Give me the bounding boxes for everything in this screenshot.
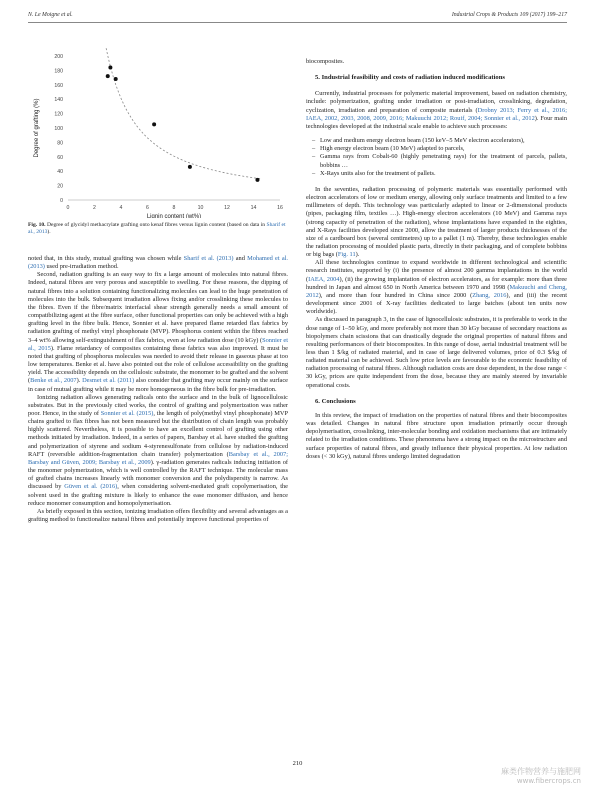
citation-link[interactable]: Makuuchi and Cheng, 2012 xyxy=(306,283,567,299)
x-tick-label: 8 xyxy=(172,205,176,211)
right-para-1: Currently, industrial processes for polymeric material improvement, based on radiation chemistry, include: polymerization, grafting under irradiation or post-irradiation, crosslinking, degradation, cyclization, irradiation and preparation of composite materials (Drobny 2013; Ferry et al., 2016; IAEA, 2002, 2003, 2008, 2009, 2016; Makuuchi 2012; Rouif, 2004; Sonnier et al., 2012). Four main technologies developed at the industrial scale enable to achieve such processes: xyxy=(306,90,567,130)
citation-link[interactable]: Mohamed et al. (2013) xyxy=(28,255,288,271)
figure-caption xyxy=(28,222,288,236)
left-para-4: As briefly exposed in this section, ionizing irradiation offers flexibility and several advantages as a grafting method to functionalize natural fibres and potentially improve functional properties of xyxy=(28,507,288,523)
y-tick-label: 40 xyxy=(57,169,63,176)
y-tick-label: 100 xyxy=(54,126,63,132)
x-tick-label: 6 xyxy=(146,205,149,211)
y-tick-label: 0 xyxy=(60,198,63,204)
x-tick-label: 0 xyxy=(66,205,70,211)
figure-10-chart xyxy=(28,48,290,218)
data-point xyxy=(188,165,192,169)
y-tick-label: 60 xyxy=(57,154,63,161)
citation-link[interactable]: Drobny 2013; Ferry et al., 2016; IAEA, 2002, 2003, 2008, 2009, 2016; Makuuchi 2012; Rouif, 2004; Sonnier et al., 2012 xyxy=(306,106,567,122)
list-item: – Low and medium energy electron beam (150 keV–5 MeV electron accelerators), xyxy=(320,137,567,145)
header-rule xyxy=(28,22,567,23)
caption-citation-link[interactable]: Sharif et al., 2013 xyxy=(28,222,286,235)
right-para-4: As discussed in paragraph 3, in the case of lignocellulosic substrates, it is preferable to work in the dose range of 1–50 kGy, and more preferably not more than 30 kGy because of secondary reactions as biopolymers chain scissions that can drastically degrade the original properties of natural fibres and resulting performances of their biocomposites. In this range of dose, aerial industrial treatment will be less than 1 $/kg of radiated material, and in case of large delivered volumes, price of 0.3 $/kg of radiated material can be achieved. Such low price levels are favourable to the economic feasibility of radiation processing of natural fibres. Although radiation costs are dose dependent, in the dose range < 30 kGy, prices are quite independent from the dose, because they are mainly steered by invariable operational costs. xyxy=(306,316,567,389)
section-5-heading: 5. Industrial feasibility and costs of radiation induced modifications xyxy=(315,74,505,82)
citation-link[interactable]: Sonnier et al., 2015 xyxy=(28,336,288,352)
watermark-title: 麻类作物营养与施肥网 xyxy=(501,767,581,776)
data-point xyxy=(152,122,156,126)
citation-link[interactable]: Barsbay et al., 2007; Barsbay and Güven, 2009; Barsbay et al., 2009 xyxy=(28,450,288,466)
citation-link[interactable]: Sonnier et al. (2015) xyxy=(100,409,154,417)
y-tick-label: 80 xyxy=(57,140,63,147)
left-para-3: Ionizing radiation allows generating radicals onto the surface and in the bulk of lignocellulosic substrates. But in the previously cited works, the control of grafting and polymerization was rather poor. Hence, in the study of Sonnier et al. (2015), the length of poly(methyl vinyl phosphonate) MVP chains grafted to flax fibres has not been measured but the distribution of chain length was probably highly scattered. Nevertheless, it is possible to have an excellent control of grafting using other methods initiated by irradiation. Indeed, in a series of papers, Barsbay et al. have studied the grafting and polymerization of styrene and sodium 4-styrenesulfonate from cellulose by radiation-induced RAFT (reversible addition-fragmentation chain transfer) polymerization (Barsbay et al., 2007; Barsbay and Güven, 2009; Barsbay et al., 2009). γ-radiation generates radicals inducing initiation of the monomer polymerization, which is well controlled by the RAFT technique. The molecular mass of grafted chains increases linearly with monomer conversion and the polydispersity is narrow. As discussed by Güven et al. (2016), when considering solvent-mediated graft copolymerisation, the solvent used in the grafting mixture is likely to enhance the ease monomer diffusion, and hence reduce monomer consumption and homopolymerisation. xyxy=(28,393,288,507)
data-point xyxy=(106,74,110,78)
x-tick-labels xyxy=(67,205,283,211)
data-point xyxy=(108,66,112,70)
x-tick-label: 2 xyxy=(93,205,96,211)
citation-link[interactable]: Sharif et al. (2013) xyxy=(183,255,234,262)
list-item: – High energy electron beam (10 MeV) adapted to parcels, xyxy=(320,145,567,153)
x-tick-label: 12 xyxy=(224,205,230,211)
technology-list xyxy=(306,137,567,178)
trend-line xyxy=(103,48,262,179)
x-tick-label: 4 xyxy=(119,205,123,211)
watermark-url: www.fibercrops.cn xyxy=(516,777,581,785)
caption-end: ). xyxy=(47,229,51,235)
citation-link[interactable]: Desmet et al. (2011) xyxy=(82,377,135,385)
x-axis-label: Lignin content (wt%) xyxy=(146,214,202,218)
right-para-2: In the seventies, radiation processing of polymeric materials was essentially performed with electron accelerators of low or medium energy, allowing only surface treatments and limited to a few millimeters of depth. This technology was particularly adapted to linear or 2-dimensional products (pipes, packaging film, textiles …). High-energy electron accelerators (10 MeV) and Gamma rays (strong capacity of penetration of the radiation), whose implantations have expanded in the eighties, and X-Rays facilities developed since 2000, allow the treatment of larger products thicknesses of the size of a cardboard box (several centimetres) up to a pallet (1 m). Thereby, these technologies enable the radiation processing of moulded plastic parts, directly in their packaging, and of complete bobbins or big bags (Fig. 11). xyxy=(306,185,567,259)
y-tick-label: 200 xyxy=(54,54,63,60)
right-para-5: In this review, the impact of irradiation on the properties of natural fibres and their biocomposites was detailed. Changes in natural fibre structure upon irradiation primarily occur through depolymerisation, crosslinking, inter-molecular bonding and oxidation mechanisms that are intimately related to the irradiation conditions. These phenomena have a strong impact on the microstructure and surface properties of natural fibres, and greatly influence their physical properties. At low radiation doses (< 30 kGy), natural fibres undergo limited degradation xyxy=(306,411,567,460)
page-number: 210 xyxy=(292,760,303,767)
x-tick-label: 14 xyxy=(250,205,257,211)
section-6-heading: 6. Conclusions xyxy=(315,397,356,405)
caption-text: Degree of glycidyl methacrylate grafting onto kenaf fibres versus lignin content (based on data in xyxy=(45,222,267,228)
y-tick-label: 120 xyxy=(54,111,63,118)
left-para-2: Second, radiation grafting is an easy way to fix a large amount of molecules into natural fibres. Indeed, natural fibres are very porous and susceptible to swelling. For these reasons, the dipping of natural fibres into a solution containing functionalizing molecules can lead to the huge penetration of molecules into the bulk. Subsequent irradiation allows fixing and/or crosslinking these molecules to the fibres. Even if the fibre/matrix interfacial shear strength generally needs a small amount of compatibilizing agent at the fibre surface, other functional properties can only be achieved with a high grafting level in the fibre bulk. Hence, Sonnier et al. have prepared flame retarded flax fabrics by radiation grafting of methyl vinyl phosphonate (MVP). Phosphorus content within the fibres reached 3–4 wt% allowing self-extinguishment of flax fabrics, even at low radiation dose (10 kGy) (Sonnier et al., 2015). Flame retardancy of composites containing these fabrics was also improved. It must be noted that grafting of phosphorus molecules was needed to avoid their release in gaseous phase at too low temperatures. Benke et al. have also pointed out the role of cellulose accessibility on the grafting yield. The accessibility depends on the cellulosic substrate, the monomer to be grafted and the solvent (Benke et al., 2007). Desmet et al. (2011) also consider that grafting may occur mainly on the surface in case of mutual grafting while it may be more homogeneous in the fibre bulk for pre-irradiation. xyxy=(28,271,288,393)
left-column xyxy=(28,255,288,524)
y-tick-label: 160 xyxy=(54,82,63,89)
figure-link[interactable]: Fig. 11 xyxy=(337,251,356,259)
citation-link[interactable]: Benke et al., 2007 xyxy=(30,377,77,385)
y-tick-label: 180 xyxy=(54,68,63,75)
data-point xyxy=(114,77,118,81)
x-tick-label: 10 xyxy=(197,205,204,211)
right-para-0: biocomposites. xyxy=(306,58,345,65)
citation-link[interactable]: IAEA, 2004 xyxy=(308,275,340,283)
y-tick-label: 20 xyxy=(57,183,63,190)
y-tick-label: 140 xyxy=(54,97,63,104)
right-para-3: All these technologies continue to expand worldwide in different technological and scientific research institutes, supported by (i) the presence of almost 200 gamma implantations in the world (IAEA, 2004), (ii) the growing implantation of electron accelerators, as for example: more than three hundred in Japan and almost 650 in North America between 1970 and 1998 (Makuuchi and Cheng, 2012), and more than four hundred in China since 2000 (Zhang, 2016), and (iii) the recent development since 2001 of X-ray facilities dedicated to large batches (about ten units now worldwide). xyxy=(306,259,567,316)
list-item: – X-Rays units also for the treatment of pallets. xyxy=(320,170,567,178)
left-para-1: noted that, in this study, mutual grafting was chosen while Sharif et al. (2013) and Mohamed et al. (2013) used pre-irradiation method. xyxy=(28,255,288,271)
x-tick-label: 16 xyxy=(277,205,283,211)
right-column xyxy=(306,58,567,461)
citation-link[interactable]: Zhang, 2016 xyxy=(472,291,507,299)
y-tick-labels xyxy=(54,54,63,204)
running-header-authors: N. Le Moigne et al. xyxy=(28,12,73,18)
y-axis-label: Degree of grafting (%) xyxy=(34,98,40,158)
caption-label: Fig. 10. xyxy=(28,222,46,228)
citation-link[interactable]: Güven et al. (2016) xyxy=(64,483,118,491)
running-header-journal: Industrial Crops & Products 109 (2017) 199–217 xyxy=(451,12,567,18)
data-points xyxy=(106,66,260,182)
list-item: – Gamma rays from Cobalt-60 (highly penetrating rays) for the treatment of parcels, pallets, bobbins … xyxy=(320,153,567,169)
data-point xyxy=(255,178,259,182)
